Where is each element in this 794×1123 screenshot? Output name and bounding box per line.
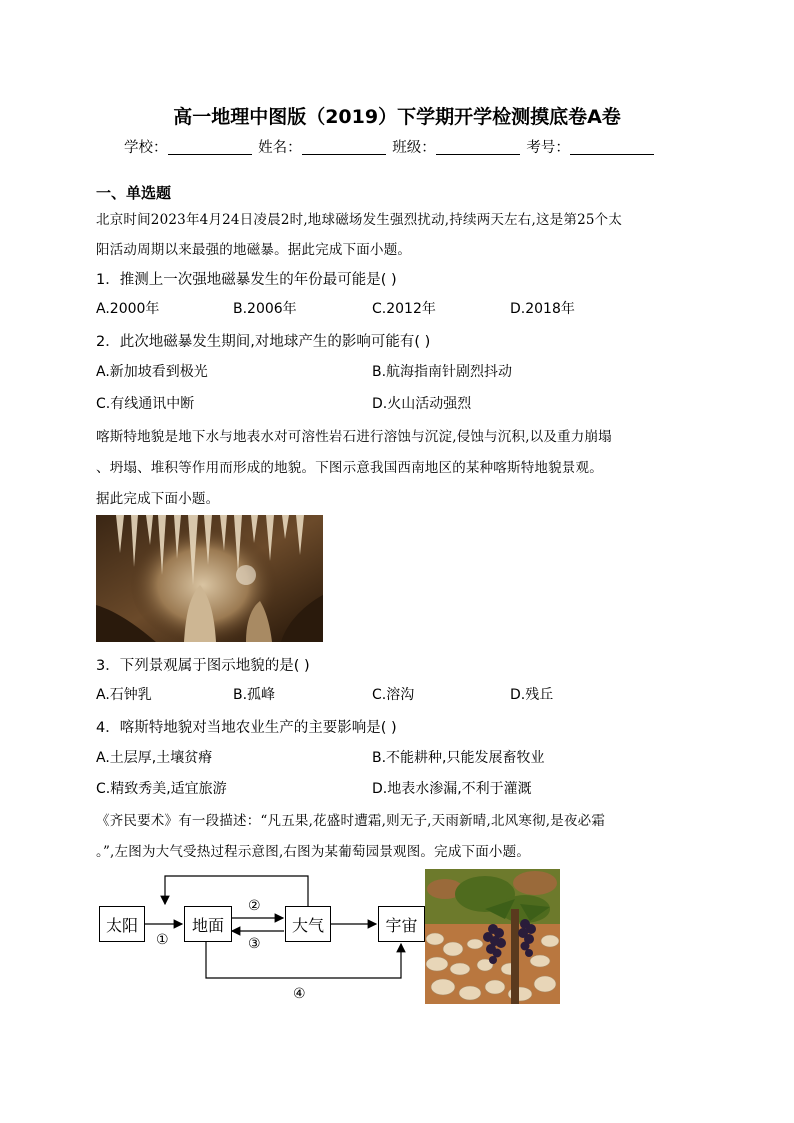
universe-label: 宇宙: [385, 915, 418, 935]
q4-option-a[interactable]: A.土层厚,土壤贫瘠: [96, 750, 213, 766]
karst-cave-photo: [96, 515, 323, 642]
exam-title: 高一地理中图版（2019）下学期开学检测摸底卷A卷: [173, 106, 621, 128]
class-label: 班级：: [392, 140, 436, 156]
q3-option-b[interactable]: B.孤峰: [233, 687, 276, 703]
material2-line3: 据此完成下面小题。: [96, 491, 220, 507]
sun-box: [99, 906, 145, 942]
q2-option-a[interactable]: A.新加坡看到极光: [96, 364, 208, 380]
q2-option-c[interactable]: C.有线通讯中断: [96, 396, 195, 412]
q3-option-d[interactable]: D.残丘: [510, 687, 554, 703]
ground-box: [184, 906, 232, 942]
q4-option-b[interactable]: B.不能耕种,只能发展畜牧业: [372, 750, 545, 766]
number-label: 考号：: [526, 140, 570, 156]
label-4: ④: [293, 986, 306, 1002]
material2-line1: 喀斯特地貌是地下水与地表水对可溶性岩石进行溶蚀与沉淀,侵蚀与沉积,以及重力崩塌: [96, 429, 612, 445]
universe-box: [378, 906, 425, 942]
name-blank[interactable]: [302, 140, 386, 155]
class-blank[interactable]: [436, 140, 520, 155]
q3-option-c[interactable]: C.溶沟: [372, 687, 415, 703]
q1-option-c[interactable]: C.2012年: [372, 301, 436, 317]
q1-option-b[interactable]: B.2006年: [233, 301, 297, 317]
q1-option-d[interactable]: D.2018年: [510, 301, 575, 317]
section-heading: 一、单选题: [96, 184, 172, 202]
vineyard-photo: [425, 869, 560, 1004]
material2-line2: 、坍塌、堆积等作用而形成的地貌。下图示意我国西南地区的某种喀斯特地貌景观。: [96, 460, 603, 476]
ground-label: 地面: [191, 915, 224, 935]
material3-line2: 。”,左图为大气受热过程示意图,右图为某葡萄园景观图。完成下面小题。: [96, 844, 531, 860]
name-label: 姓名：: [258, 140, 302, 156]
atmosphere-box: [285, 906, 331, 942]
diagram-arrows: [96, 868, 426, 1008]
number-blank[interactable]: [570, 140, 654, 155]
sun-label: 太阳: [105, 915, 138, 935]
label-3: ③: [248, 936, 261, 952]
q2-stem: 2．此次地磁暴发生期间,对地球产生的影响可能有( ): [96, 334, 431, 350]
atmosphere-heating-diagram: [96, 868, 426, 1008]
school-label: 学校：: [124, 140, 168, 156]
q4-option-d[interactable]: D.地表水渗漏,不利于灌溉: [372, 781, 532, 797]
atmosphere-label: 大气: [291, 915, 324, 935]
q3-option-a[interactable]: A.石钟乳: [96, 687, 152, 703]
q4-option-c[interactable]: C.精致秀美,适宜旅游: [96, 781, 227, 797]
student-info-line: [124, 136, 656, 157]
q1-stem: 1．推测上一次强地磁暴发生的年份最可能是( ): [96, 272, 397, 288]
material1-line1: 北京时间2023年4月24日凌晨2时,地球磁场发生强烈扰动,持续两天左右,这是第25个太: [96, 212, 623, 228]
q3-stem: 3．下列景观属于图示地貌的是( ): [96, 658, 310, 674]
q1-option-a[interactable]: A.2000年: [96, 301, 160, 317]
label-1: ①: [156, 932, 169, 948]
material1-line2: 阳活动周期以来最强的地磁暴。据此完成下面小题。: [96, 242, 412, 258]
q4-stem: 4．喀斯特地貌对当地农业生产的主要影响是( ): [96, 720, 397, 736]
label-2: ②: [248, 898, 261, 914]
school-blank[interactable]: [168, 140, 252, 155]
q2-option-b[interactable]: B.航海指南针剧烈抖动: [372, 364, 513, 380]
q2-option-d[interactable]: D.火山活动强烈: [372, 396, 472, 412]
material3-line1: 《齐民要术》有一段描述：“凡五果,花盛时遭霜,则无子,天雨新晴,北风寒彻,是夜必霜: [96, 813, 606, 829]
